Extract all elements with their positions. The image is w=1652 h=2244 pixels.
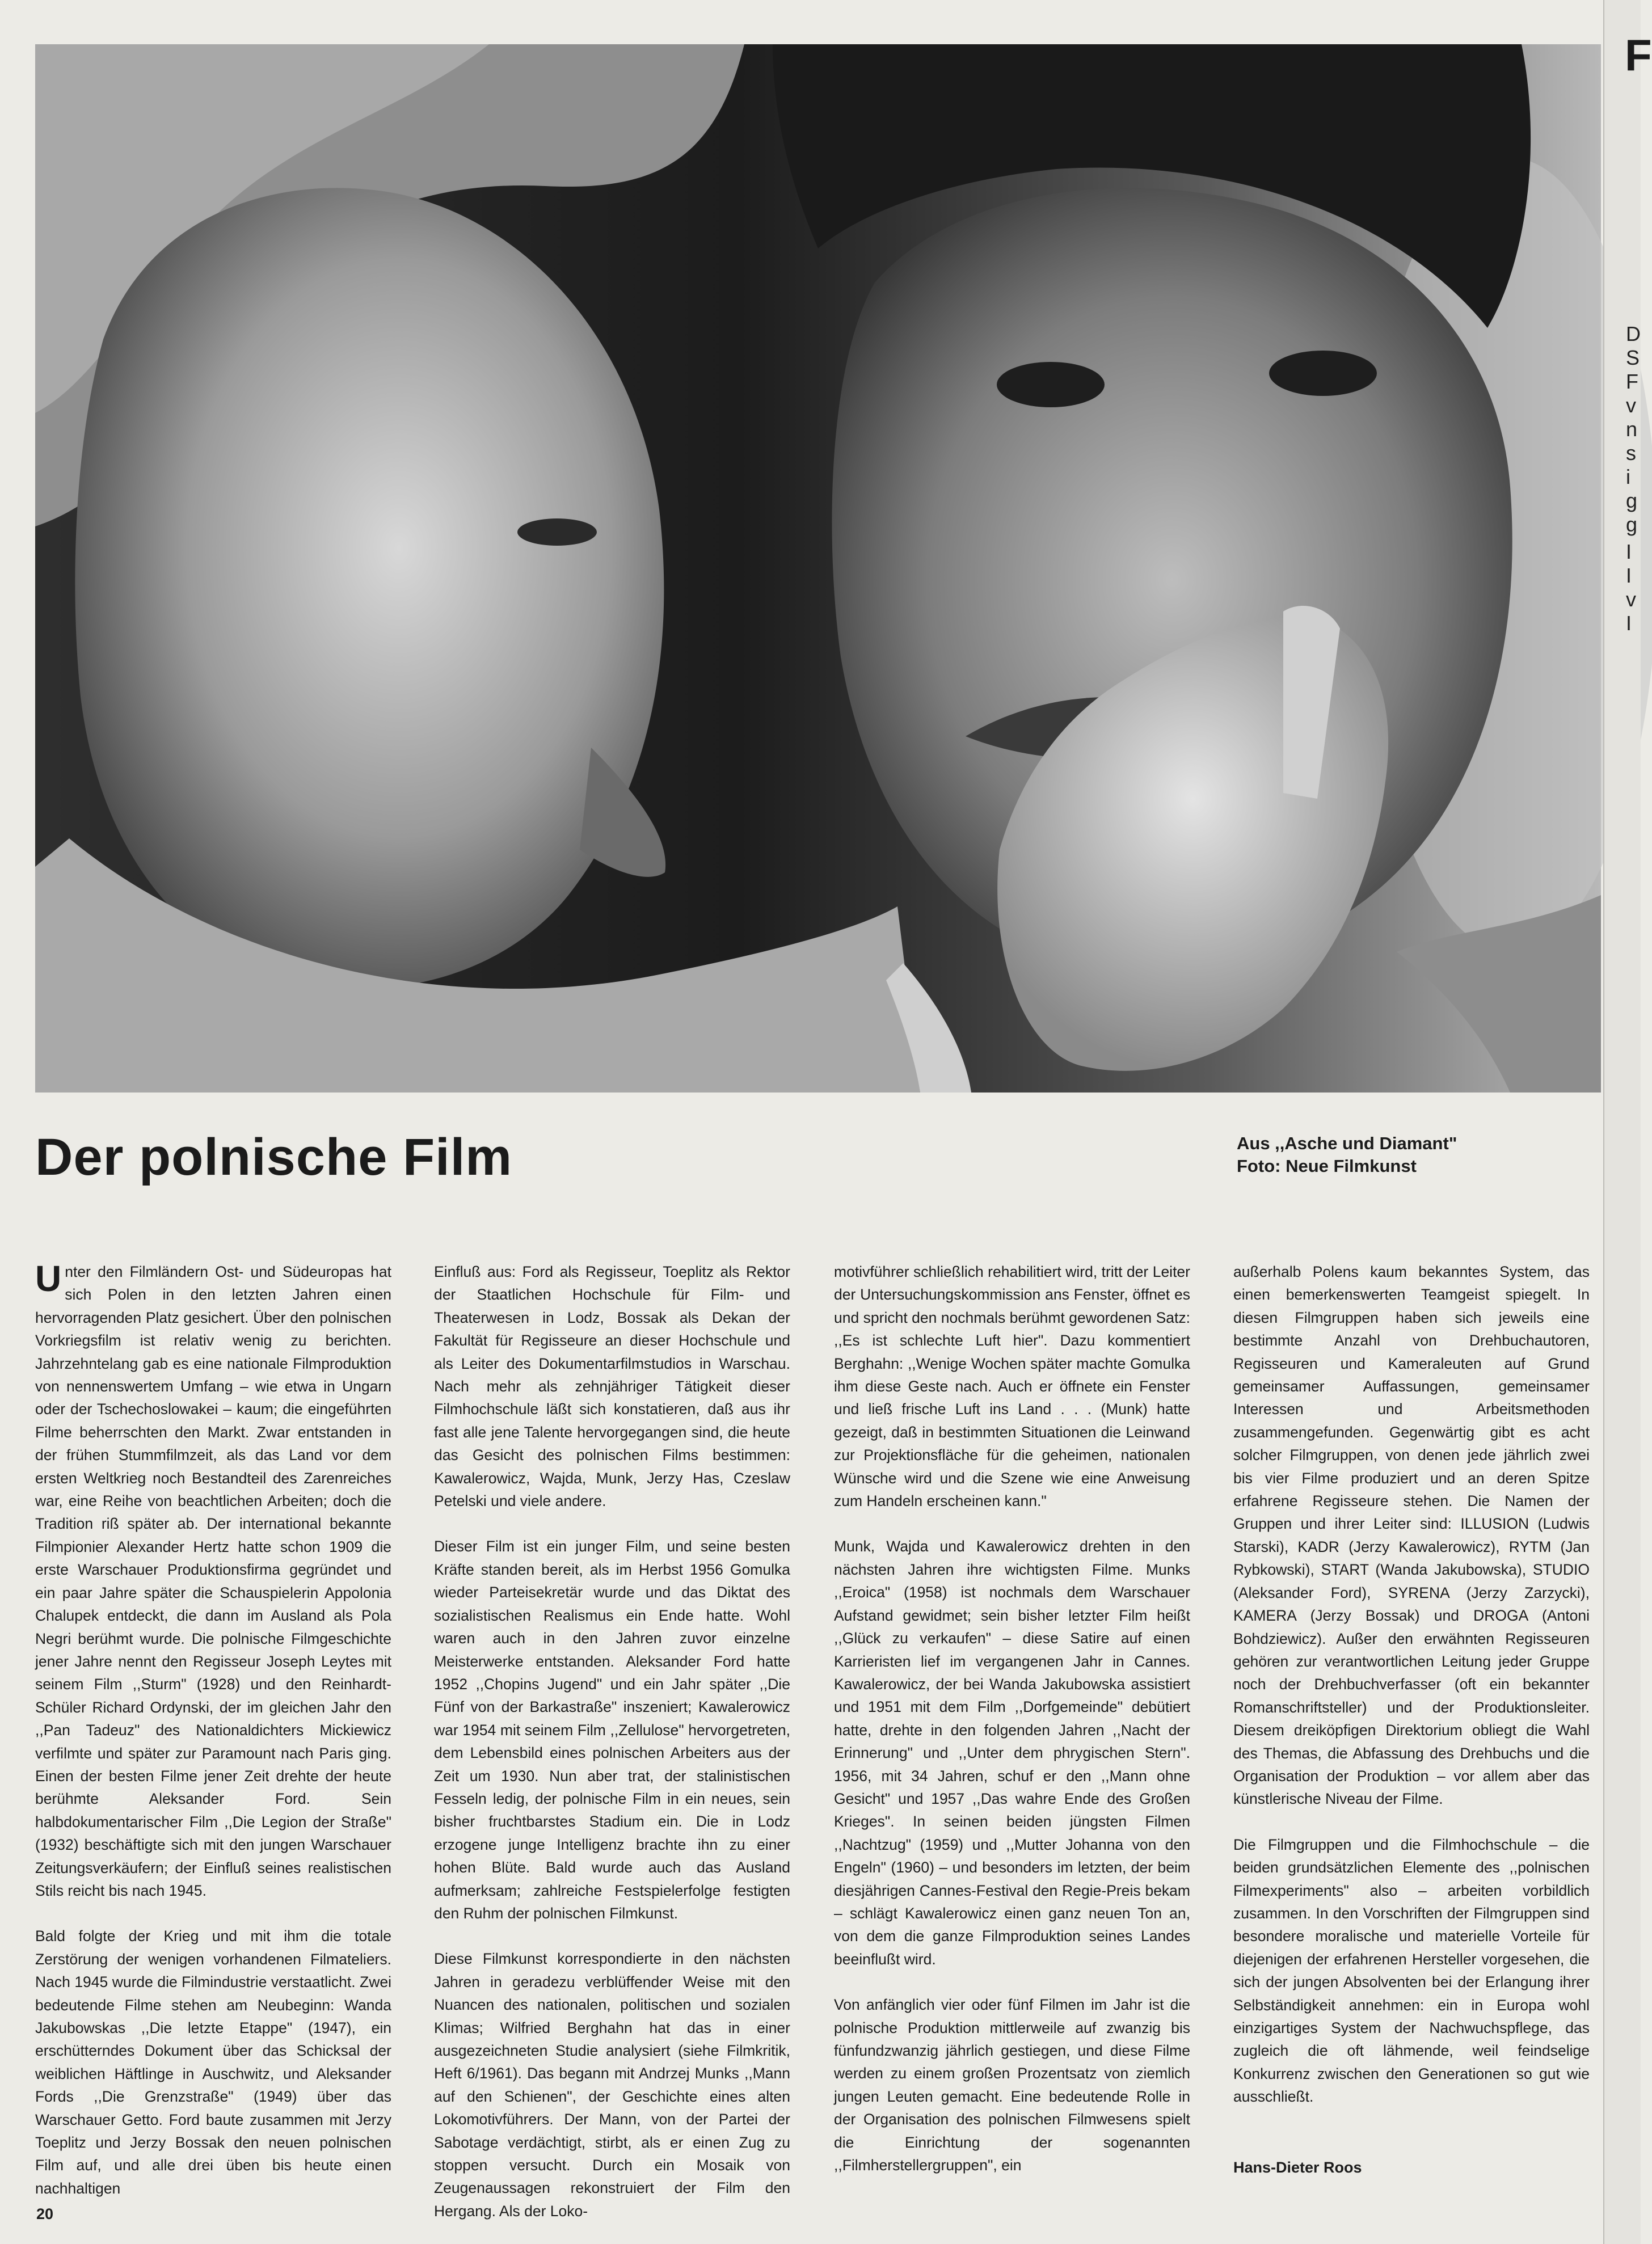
paragraph-text: nter den Filmländern Ost- und Südeuropas hat sich Polen in den letzten Jahren einen hervorragenden Platz gesichert. Über den polnischen Vorkriegsfilm ist relativ wenig zu berichten. Jahrzehntelang gab es eine nationale Filmproduktion von nennenswertem Umfang – wie etwa in Ungarn oder der Tschechoslowakei – kaum; die eingeführten Filme beherrschten den Markt. Zwar entstanden in der frühen Stummfilmzeit, als das Land vor dem ersten Weltkrieg noch Bestandteil des Zarenreiches war, eine Reihe von beachtlichen Arbeiten; doch die Tradition riß später ab. Der international bekannte Filmpionier Alexander Hertz hatte schon 1909 die erste Warschauer Produktionsfirma gegründet und ein paar Jahre später die Schauspielerin Appolonia Chalupek entdeckt, die dann im Ausland als Pola Negri berühmt wurde. Die polnische Filmgeschichte jener Jahre nennt den Regisseur Joseph Leytes mit seinem Film ,,Sturm" (1928) und den Reinhardt-Schüler Richard Ordynski, der im gleichen Jahr den ,,Pan Tadeuz" des Nationaldichters Mickiewicz verfilmte und später zur Paramount nach Paris ging. Einen der besten Filme jener Zeit drehte der heute berühmte Aleksander Ford. Sein halbdokumentarischer Film ,,Die Legion der Straße" (1932) beschäftigte sich mit den jungen Warschauer Zeitungsverkäufern; der Einfluß seines realistischen Stils reicht bis nach 1945. xyxy=(35,1263,391,1899)
article-paragraph: Bald folgte der Krieg und mit ihm die totale Zerstörung der wenigen vorhandenen Filmateliers. Nach 1945 wurde die Filmindustrie verstaatlicht. Zwei bedeutende Filme stehen am Neubeginn: Wanda Jakubowskas ,,Die letzte Etappe" (1947), ein erschütterndes Dokument über das Schicksal der weiblichen Häftlinge in Auschwitz, und Aleksander Fords ,,Die Grenzstraße" (1949) über das Warschauer Getto. Ford baute zusammen mit Jerzy Toeplitz und Jerzy Bossak den neuen polnischen Film auf, und alle drei üben bis heute einen nachhaltigen xyxy=(35,1927,391,2197)
film-still-photo xyxy=(35,44,1601,1093)
article-paragraph: Von anfänglich vier oder fünf Filmen im Jahr ist die polnische Produktion mittlerweile auf zwanzig bis fünfundzwanzig jährlich gestiegen, und diese Filme werden zu einem großen Prozentsatz von ziemlich jungen Leuten gemacht. Eine bedeutende Rolle in der Organisation des polnischen Filmwesens spielt die Einrichtung der sogenannten ,,Filmherstellergruppen", ein xyxy=(834,1996,1190,2174)
adjacent-page-edge xyxy=(1603,0,1652,2244)
adjacent-page-fragment: I xyxy=(1626,564,1632,587)
author-signature: Hans-Dieter Roos xyxy=(1233,2159,1362,2176)
caption-photo-credit: Foto: Neue Filmkunst xyxy=(1237,1156,1417,1176)
adjacent-page-fragment: I xyxy=(1626,611,1632,635)
article-paragraph xyxy=(35,1260,391,1902)
adjacent-page-headline-letter: F xyxy=(1625,30,1652,80)
adjacent-page-fragment: S xyxy=(1626,346,1640,369)
adjacent-page-fragment: s xyxy=(1626,441,1636,465)
article-paragraph: Einfluß aus: Ford als Regisseur, Toeplitz als Rektor der Staatlichen Hochschule für Film- und Theaterwesen in Lodz, Bossak als Dekan der Fakultät für Regisseure an dieser Hochschule und als Leiter des Dokumentarfilmstudios in Warschau. Nach mehr als zehnjähriger Tätigkeit dieser Filmhochschule läßt sich konstatieren, daß aus ihr fast alle jene Talente hervorgegangen sind, die heute das Gesicht des polnischen Films bestimmen: Kawalerowicz, Wajda, Munk, Jerzy Has, Czeslaw Petelski und viele andere. xyxy=(434,1263,790,1510)
adjacent-page-fragment: g xyxy=(1626,513,1638,536)
article-column-3 xyxy=(834,1260,1190,2176)
article-title: Der polnische Film xyxy=(35,1128,513,1186)
adjacent-page-fragment: v xyxy=(1626,588,1636,611)
caption-film-title: Aus ,,Asche und Diamant" xyxy=(1237,1133,1457,1153)
article-paragraph: Diese Filmkunst korrespondierte in den nächsten Jahren in geradezu verblüffender Weise mit den Nuancen des nationalen, politischen und sozialen Klimas; Wilfried Berghahn hat das in einer ausgezeichneten Studie analysiert (siehe Filmkritik, Heft 6/1961). Das begann mit Andrzej Munks ,,Mann auf den Schienen", der Geschichte eines alten Lokomotivführers. Der Mann, von der Partei der Sabotage verdächtigt, stirbt, als er einen Zug zu stoppen versucht. Durch ein Mosaik von Zeugenaussagen rekonstruiert der Film den Hergang. Als der Loko- xyxy=(434,1950,790,2220)
photo-caption xyxy=(1237,1132,1457,1178)
drop-cap: U xyxy=(35,1258,62,1299)
adjacent-page-fragment: g xyxy=(1626,489,1638,512)
article-column-1 xyxy=(35,1260,391,2200)
adjacent-page-fragment: F xyxy=(1626,370,1638,393)
article-paragraph: motivführer schließlich rehabilitiert wird, tritt der Leiter der Untersuchungskommission ans Fenster, öffnet es und spricht den nochmals berühmt gewordenen Satz: ,,Es ist schlechte Luft hier". Dazu kommentiert Berghahn: ,,Wenige Wochen später machte Gomulka ihm diese Geste nach. Auch er öffnete ein Fenster und ließ frische Luft ins Land . . . (Munk) hatte gezeigt, daß in bestimmten Situationen die Leinwand zur Projektionsfläche für die geheimen, nationalen Wünsche wird und die Szene wie eine Anweisung zum Handeln erscheinen kann." xyxy=(834,1263,1190,1510)
article-column-2 xyxy=(434,1260,790,2222)
article-paragraph: außerhalb Polens kaum bekanntes System, das einen bemerkenswerten Teamgeist spiegelt. In diesen Filmgruppen haben sich jeweils eine bestimmte Anzahl von Drehbuchautoren, Regisseuren und Kameraleuten auf Grund gemeinsamer Auffassungen, gemeinsamer Interessen und Arbeitsmethoden zusammengefunden. Gegenwärtig gibt es acht solcher Filmgruppen, von denen jede jährlich zwei bis vier Filme produziert und an deren Spitze erfahrene Regisseure stehen. Die Namen der Gruppen und ihrer Leiter sind: ILLUSION (Ludwis Starski), KADR (Jerzy Kawalerowicz), RYTM (Jan Rybkowski), START (Wanda Jakubowska), STUDIO (Aleksander Ford), SYRENA (Jerzy Zarzycki), KAMERA (Jerzy Bossak) und DROGA (Antoni Bohdziewicz). Außer den erwähnten Regisseuren gehören zur verantwortlichen Leitung jeder Gruppe noch der Drehbuchverfasser (oft ein bekannter Romanschriftsteller) und der Produktionsleiter. Diesem dreiköpfigen Direktorium obliegt die Wahl des Themas, die Abfassung des Drehbuchs und die Organisation der Produktion – vor allem aber das künstlerische Niveau der Filme. xyxy=(1233,1263,1590,1808)
article-paragraph: Munk, Wajda und Kawalerowicz drehten in den nächsten Jahren ihre wichtigsten Filme. Munks ,,Eroica" (1958) ist nochmals dem Warschauer Aufstand gewidmet; sein bisher letzter Film heißt ,,Glück zu verkaufen" – diese Satire auf einen Karrieristen lief im vergangenen Jahr in Cannes. Kawalerowicz, der bei Wanda Jakubowska assistiert und 1951 mit dem Film ,,Dorfgemeinde" debütiert hatte, drehte in den folgenden Jahren ,,Nacht der Erinnerung" und ,,Unter dem phrygischen Stern". 1956, mit 34 Jahren, schuf er den ,,Mann ohne Gesicht" und 1957 ,,Das wahre Ende des Großen Krieges". In seinen beiden jüngsten Filmen ,,Nachtzug" (1959) und ,,Mutter Johanna von den Engeln" (1960) – und besonders im letzten, der beim diesjährigen Cannes-Festival den Regie-Preis bekam – schlägt Kawalerowicz einen ganz neuen Ton an, von dem die ganze Filmproduktion seines Landes beeinflußt wird. xyxy=(834,1538,1190,1968)
adjacent-page-fragment: v xyxy=(1626,394,1636,417)
article-paragraph: Die Filmgruppen und die Filmhochschule – die beiden grundsätzlichen Elemente des ,,polnischen Filmexperiments" also – arbeiten vorbildlich zusammen. In den Vorschriften der Filmgruppen sind besondere moralische und materielle Vorteile für diejenigen der erfahrenen Hersteller vorgesehen, die sich der jungen Absolventen bei der Erlangung ihrer Selbständigkeit annehmen: ein in Europa wohl einzigartiges System der Nachwuchspflege, das zugleich die oft lähmende, weil feindselige Konkurrenz zwischen den Generationen so gut wie ausschließt. xyxy=(1233,1836,1590,2106)
adjacent-page-fragment: D xyxy=(1626,322,1641,345)
adjacent-page-fragment: n xyxy=(1626,417,1638,441)
article-paragraph: Dieser Film ist ein junger Film, und seine besten Kräfte standen bereit, als im Herbst 1956 Gomulka wieder Parteisekretär wurde und das Diktat des sozialistischen Realismus ein Ende hatte. Wohl waren auch in den Jahren zuvor einzelne Meisterwerke entstanden. Aleksander Ford hatte 1952 ,,Chopins Jugend" und ein Jahr später ,,Die Fünf von der Barkastraße" inszeniert; Kawalerowicz war 1954 mit seinem Film ,,Zellulose" hervorgetreten, dem Lebensbild eines polnischen Arbeiters aus der Zeit um 1930. Nun aber trat, der stalinistischen Fesseln ledig, der polnische Film in ein neues, sein bisher fruchtbarstes Stadium ein. Die in Lodz erzogene junge Intelligenz brachte ihn zu einer hohen Blüte. Bald wurde auch das Ausland aufmerksam; zahlreiche Festspielerfolge festigten den Ruhm der polnischen Filmkunst. xyxy=(434,1538,790,1922)
adjacent-page-fragment: I xyxy=(1626,540,1632,563)
article-column-4 xyxy=(1233,1260,1590,2108)
adjacent-page-fragment: i xyxy=(1626,465,1630,488)
page-number: 20 xyxy=(36,2205,54,2222)
film-still-image xyxy=(35,44,1601,1093)
